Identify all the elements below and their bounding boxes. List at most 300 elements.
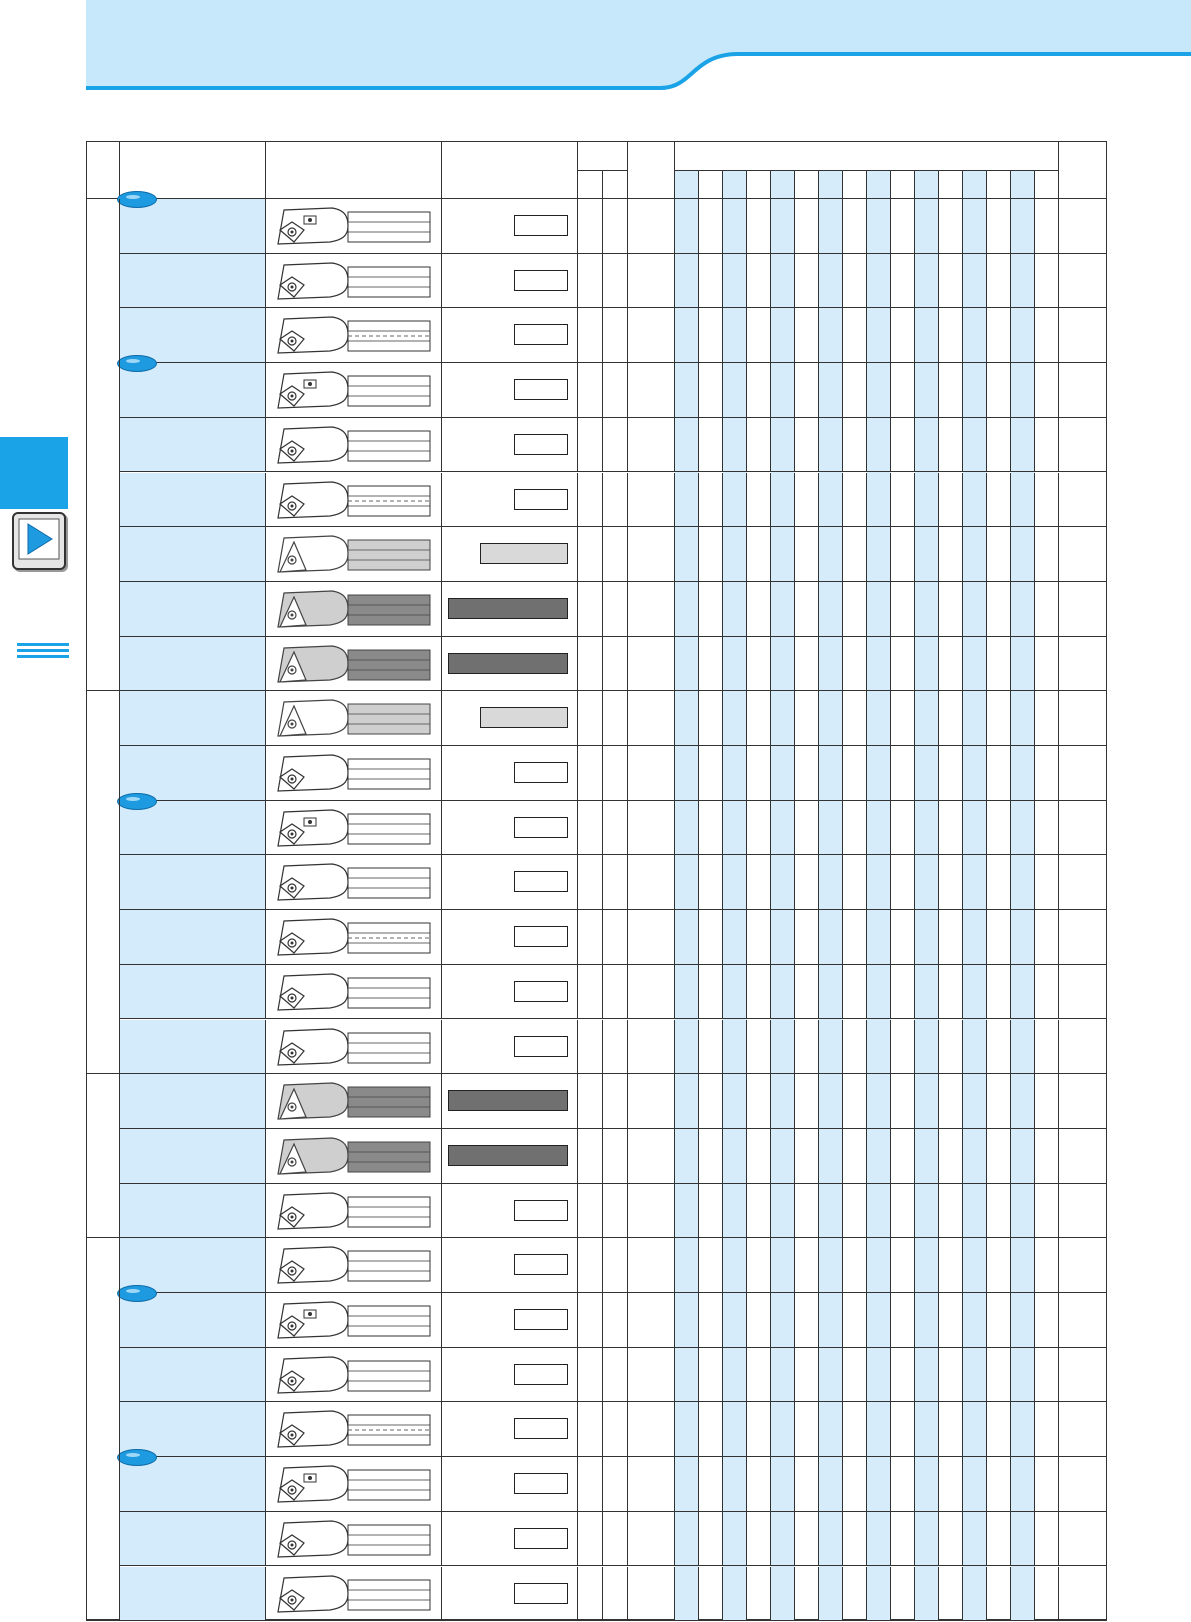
grade-cell[interactable] xyxy=(915,910,939,965)
grade-cell[interactable] xyxy=(1035,527,1059,582)
grade-cell[interactable] xyxy=(1011,308,1035,363)
grade-cell[interactable] xyxy=(987,965,1011,1020)
grade-cell[interactable] xyxy=(675,965,699,1020)
grade-cell[interactable] xyxy=(1035,1567,1059,1622)
grade-cell[interactable] xyxy=(771,582,795,637)
grade-cell[interactable] xyxy=(915,691,939,746)
grade-cell[interactable] xyxy=(843,1512,867,1567)
grade-cell[interactable] xyxy=(1035,1238,1059,1293)
grade-cell[interactable] xyxy=(867,1074,891,1129)
grade-cell[interactable] xyxy=(963,1020,987,1075)
grade-cell[interactable] xyxy=(915,1184,939,1239)
grade-cell[interactable] xyxy=(1035,1074,1059,1129)
grade-cell[interactable] xyxy=(675,363,699,418)
grade-cell[interactable] xyxy=(1035,746,1059,801)
grade-cell[interactable] xyxy=(795,965,819,1020)
grade-cell[interactable] xyxy=(1011,363,1035,418)
grade-cell[interactable] xyxy=(795,1184,819,1239)
grade-cell[interactable] xyxy=(867,1348,891,1403)
grade-cell[interactable] xyxy=(819,1129,843,1184)
grade-cell[interactable] xyxy=(1011,1402,1035,1457)
grade-cell[interactable] xyxy=(987,1348,1011,1403)
grade-cell[interactable] xyxy=(915,363,939,418)
grade-cell[interactable] xyxy=(915,1402,939,1457)
grade-cell[interactable] xyxy=(915,1238,939,1293)
grade-cell[interactable] xyxy=(939,1020,963,1075)
grade-cell[interactable] xyxy=(699,1512,723,1567)
grade-cell[interactable] xyxy=(1035,199,1059,254)
grade-cell[interactable] xyxy=(843,746,867,801)
grade-cell[interactable] xyxy=(747,637,771,692)
product-name-cell[interactable] xyxy=(120,691,266,746)
grade-cell[interactable] xyxy=(891,1402,915,1457)
grade-cell[interactable] xyxy=(843,1129,867,1184)
grade-cell[interactable] xyxy=(675,582,699,637)
grade-cell[interactable] xyxy=(819,582,843,637)
grade-cell[interactable] xyxy=(747,1129,771,1184)
product-name-cell[interactable] xyxy=(120,473,266,528)
grade-cell[interactable] xyxy=(795,637,819,692)
grade-cell[interactable] xyxy=(795,473,819,528)
grade-cell[interactable] xyxy=(891,801,915,856)
grade-cell[interactable] xyxy=(771,473,795,528)
grade-cell[interactable] xyxy=(939,855,963,910)
grade-cell[interactable] xyxy=(867,1020,891,1075)
grade-cell[interactable] xyxy=(843,1402,867,1457)
grade-cell[interactable] xyxy=(675,1402,699,1457)
grade-cell[interactable] xyxy=(939,746,963,801)
grade-cell[interactable] xyxy=(939,637,963,692)
grade-cell[interactable] xyxy=(771,199,795,254)
grade-cell[interactable] xyxy=(939,418,963,473)
grade-cell[interactable] xyxy=(675,1074,699,1129)
grade-cell[interactable] xyxy=(1011,910,1035,965)
grade-cell[interactable] xyxy=(1035,1184,1059,1239)
grade-cell[interactable] xyxy=(891,1512,915,1567)
grade-cell[interactable] xyxy=(675,691,699,746)
grade-cell[interactable] xyxy=(987,691,1011,746)
grade-cell[interactable] xyxy=(675,1020,699,1075)
grade-cell[interactable] xyxy=(867,308,891,363)
grade-cell[interactable] xyxy=(1035,1020,1059,1075)
grade-cell[interactable] xyxy=(843,582,867,637)
grade-cell[interactable] xyxy=(771,308,795,363)
grade-cell[interactable] xyxy=(723,637,747,692)
grade-cell[interactable] xyxy=(699,199,723,254)
grade-cell[interactable] xyxy=(699,1184,723,1239)
grade-cell[interactable] xyxy=(939,801,963,856)
grade-cell[interactable] xyxy=(771,965,795,1020)
grade-cell[interactable] xyxy=(795,1457,819,1512)
grade-cell[interactable] xyxy=(747,308,771,363)
grade-cell[interactable] xyxy=(675,1348,699,1403)
grade-cell[interactable] xyxy=(675,746,699,801)
grade-cell[interactable] xyxy=(1011,637,1035,692)
grade-cell[interactable] xyxy=(915,1129,939,1184)
grade-cell[interactable] xyxy=(915,746,939,801)
grade-cell[interactable] xyxy=(699,855,723,910)
grade-cell[interactable] xyxy=(891,965,915,1020)
grade-cell[interactable] xyxy=(867,418,891,473)
grade-cell[interactable] xyxy=(867,527,891,582)
grade-cell[interactable] xyxy=(987,637,1011,692)
grade-cell[interactable] xyxy=(987,1074,1011,1129)
grade-cell[interactable] xyxy=(987,1184,1011,1239)
grade-cell[interactable] xyxy=(939,363,963,418)
grade-cell[interactable] xyxy=(1035,1348,1059,1403)
grade-cell[interactable] xyxy=(867,801,891,856)
product-name-cell[interactable] xyxy=(120,637,266,692)
grade-cell[interactable] xyxy=(699,1129,723,1184)
grade-cell[interactable] xyxy=(795,1074,819,1129)
grade-cell[interactable] xyxy=(699,582,723,637)
grade-cell[interactable] xyxy=(891,637,915,692)
grade-cell[interactable] xyxy=(1035,1512,1059,1567)
grade-cell[interactable] xyxy=(747,1348,771,1403)
grade-cell[interactable] xyxy=(1011,1129,1035,1184)
grade-cell[interactable] xyxy=(1035,254,1059,309)
grade-cell[interactable] xyxy=(675,637,699,692)
grade-cell[interactable] xyxy=(723,1512,747,1567)
grade-cell[interactable] xyxy=(771,1457,795,1512)
grade-cell[interactable] xyxy=(771,527,795,582)
grade-cell[interactable] xyxy=(1035,1402,1059,1457)
grade-cell[interactable] xyxy=(1011,418,1035,473)
grade-cell[interactable] xyxy=(915,1293,939,1348)
grade-cell[interactable] xyxy=(987,363,1011,418)
grade-cell[interactable] xyxy=(747,473,771,528)
grade-cell[interactable] xyxy=(771,746,795,801)
grade-cell[interactable] xyxy=(1011,527,1035,582)
grade-cell[interactable] xyxy=(771,1129,795,1184)
grade-cell[interactable] xyxy=(819,199,843,254)
product-name-cell[interactable] xyxy=(120,418,266,473)
grade-cell[interactable] xyxy=(867,1293,891,1348)
grade-cell[interactable] xyxy=(771,418,795,473)
grade-cell[interactable] xyxy=(819,473,843,528)
product-name-cell[interactable] xyxy=(120,1512,266,1567)
grade-cell[interactable] xyxy=(939,199,963,254)
grade-cell[interactable] xyxy=(795,363,819,418)
grade-cell[interactable] xyxy=(867,363,891,418)
grade-cell[interactable] xyxy=(843,473,867,528)
grade-cell[interactable] xyxy=(987,308,1011,363)
grade-cell[interactable] xyxy=(723,1457,747,1512)
grade-cell[interactable] xyxy=(939,473,963,528)
grade-cell[interactable] xyxy=(819,965,843,1020)
grade-cell[interactable] xyxy=(939,1402,963,1457)
grade-cell[interactable] xyxy=(699,1457,723,1512)
grade-cell[interactable] xyxy=(795,855,819,910)
grade-cell[interactable] xyxy=(891,1567,915,1622)
grade-cell[interactable] xyxy=(1011,1567,1035,1622)
grade-cell[interactable] xyxy=(675,1184,699,1239)
grade-cell[interactable] xyxy=(675,801,699,856)
grade-cell[interactable] xyxy=(843,965,867,1020)
grade-cell[interactable] xyxy=(699,363,723,418)
grade-cell[interactable] xyxy=(915,308,939,363)
grade-cell[interactable] xyxy=(795,199,819,254)
grade-cell[interactable] xyxy=(771,363,795,418)
grade-cell[interactable] xyxy=(699,965,723,1020)
grade-cell[interactable] xyxy=(987,855,1011,910)
grade-cell[interactable] xyxy=(987,418,1011,473)
grade-cell[interactable] xyxy=(723,746,747,801)
grade-cell[interactable] xyxy=(819,1293,843,1348)
grade-cell[interactable] xyxy=(723,308,747,363)
grade-cell[interactable] xyxy=(987,473,1011,528)
grade-cell[interactable] xyxy=(939,965,963,1020)
grade-cell[interactable] xyxy=(987,746,1011,801)
grade-cell[interactable] xyxy=(843,801,867,856)
grade-cell[interactable] xyxy=(699,527,723,582)
grade-cell[interactable] xyxy=(819,1512,843,1567)
grade-cell[interactable] xyxy=(675,473,699,528)
grade-cell[interactable] xyxy=(915,1512,939,1567)
grade-cell[interactable] xyxy=(723,691,747,746)
grade-cell[interactable] xyxy=(963,582,987,637)
grade-cell[interactable] xyxy=(963,1457,987,1512)
grade-cell[interactable] xyxy=(867,746,891,801)
grade-cell[interactable] xyxy=(819,418,843,473)
grade-cell[interactable] xyxy=(795,418,819,473)
grade-cell[interactable] xyxy=(891,1074,915,1129)
product-name-cell[interactable] xyxy=(120,1074,266,1129)
grade-cell[interactable] xyxy=(675,1293,699,1348)
grade-cell[interactable] xyxy=(963,418,987,473)
grade-cell[interactable] xyxy=(987,254,1011,309)
grade-cell[interactable] xyxy=(675,308,699,363)
product-name-cell[interactable] xyxy=(120,582,266,637)
grade-cell[interactable] xyxy=(987,1020,1011,1075)
grade-cell[interactable] xyxy=(1035,582,1059,637)
grade-cell[interactable] xyxy=(963,1238,987,1293)
grade-cell[interactable] xyxy=(795,1348,819,1403)
product-name-cell[interactable] xyxy=(120,855,266,910)
grade-cell[interactable] xyxy=(795,308,819,363)
grade-cell[interactable] xyxy=(699,1348,723,1403)
grade-cell[interactable] xyxy=(939,254,963,309)
grade-cell[interactable] xyxy=(867,1567,891,1622)
grade-cell[interactable] xyxy=(891,910,915,965)
grade-cell[interactable] xyxy=(675,1457,699,1512)
grade-cell[interactable] xyxy=(963,855,987,910)
grade-cell[interactable] xyxy=(1011,1457,1035,1512)
grade-cell[interactable] xyxy=(867,691,891,746)
grade-cell[interactable] xyxy=(699,1238,723,1293)
grade-cell[interactable] xyxy=(747,1512,771,1567)
grade-cell[interactable] xyxy=(963,473,987,528)
grade-cell[interactable] xyxy=(939,1074,963,1129)
grade-cell[interactable] xyxy=(747,1293,771,1348)
grade-cell[interactable] xyxy=(1011,1184,1035,1239)
grade-cell[interactable] xyxy=(699,254,723,309)
product-name-cell[interactable] xyxy=(120,1020,266,1075)
grade-cell[interactable] xyxy=(699,691,723,746)
grade-cell[interactable] xyxy=(771,1184,795,1239)
grade-cell[interactable] xyxy=(891,1020,915,1075)
grade-cell[interactable] xyxy=(843,1020,867,1075)
product-name-cell[interactable] xyxy=(120,1184,266,1239)
grade-cell[interactable] xyxy=(723,1184,747,1239)
grade-cell[interactable] xyxy=(819,855,843,910)
grade-cell[interactable] xyxy=(963,308,987,363)
product-name-cell[interactable] xyxy=(120,363,266,418)
grade-cell[interactable] xyxy=(939,1184,963,1239)
grade-cell[interactable] xyxy=(819,801,843,856)
grade-cell[interactable] xyxy=(675,1512,699,1567)
grade-cell[interactable] xyxy=(843,1238,867,1293)
grade-cell[interactable] xyxy=(1011,801,1035,856)
grade-cell[interactable] xyxy=(723,1238,747,1293)
grade-cell[interactable] xyxy=(747,363,771,418)
grade-cell[interactable] xyxy=(987,1293,1011,1348)
grade-cell[interactable] xyxy=(843,254,867,309)
grade-cell[interactable] xyxy=(939,910,963,965)
grade-cell[interactable] xyxy=(867,473,891,528)
grade-cell[interactable] xyxy=(795,1402,819,1457)
grade-cell[interactable] xyxy=(699,637,723,692)
grade-cell[interactable] xyxy=(915,1074,939,1129)
grade-cell[interactable] xyxy=(891,1238,915,1293)
grade-cell[interactable] xyxy=(699,1020,723,1075)
grade-cell[interactable] xyxy=(939,1348,963,1403)
product-name-cell[interactable] xyxy=(120,801,266,856)
grade-cell[interactable] xyxy=(987,910,1011,965)
grade-cell[interactable] xyxy=(747,910,771,965)
grade-cell[interactable] xyxy=(747,965,771,1020)
grade-cell[interactable] xyxy=(843,527,867,582)
product-name-cell[interactable] xyxy=(120,1348,266,1403)
grade-cell[interactable] xyxy=(963,1567,987,1622)
grade-cell[interactable] xyxy=(771,1020,795,1075)
grade-cell[interactable] xyxy=(699,308,723,363)
play-button[interactable] xyxy=(12,512,66,570)
grade-cell[interactable] xyxy=(795,1512,819,1567)
grade-cell[interactable] xyxy=(675,418,699,473)
grade-cell[interactable] xyxy=(963,910,987,965)
grade-cell[interactable] xyxy=(723,1567,747,1622)
grade-cell[interactable] xyxy=(675,254,699,309)
grade-cell[interactable] xyxy=(795,1567,819,1622)
grade-cell[interactable] xyxy=(675,910,699,965)
grade-cell[interactable] xyxy=(819,637,843,692)
grade-cell[interactable] xyxy=(723,910,747,965)
grade-cell[interactable] xyxy=(939,1293,963,1348)
grade-cell[interactable] xyxy=(987,527,1011,582)
grade-cell[interactable] xyxy=(891,308,915,363)
grade-cell[interactable] xyxy=(699,1567,723,1622)
grade-cell[interactable] xyxy=(699,910,723,965)
grade-cell[interactable] xyxy=(699,801,723,856)
grade-cell[interactable] xyxy=(675,1129,699,1184)
grade-cell[interactable] xyxy=(891,254,915,309)
grade-cell[interactable] xyxy=(747,855,771,910)
grade-cell[interactable] xyxy=(867,1238,891,1293)
grade-cell[interactable] xyxy=(723,965,747,1020)
grade-cell[interactable] xyxy=(747,1238,771,1293)
grade-cell[interactable] xyxy=(1035,801,1059,856)
grade-cell[interactable] xyxy=(699,473,723,528)
grade-cell[interactable] xyxy=(915,1020,939,1075)
grade-cell[interactable] xyxy=(867,254,891,309)
grade-cell[interactable] xyxy=(1035,1457,1059,1512)
grade-cell[interactable] xyxy=(1035,1293,1059,1348)
grade-cell[interactable] xyxy=(891,746,915,801)
grade-cell[interactable] xyxy=(891,582,915,637)
grade-cell[interactable] xyxy=(891,1293,915,1348)
grade-cell[interactable] xyxy=(867,582,891,637)
grade-cell[interactable] xyxy=(795,1129,819,1184)
grade-cell[interactable] xyxy=(939,1567,963,1622)
grade-cell[interactable] xyxy=(843,855,867,910)
grade-cell[interactable] xyxy=(843,418,867,473)
grade-cell[interactable] xyxy=(675,1238,699,1293)
grade-cell[interactable] xyxy=(795,1020,819,1075)
grade-cell[interactable] xyxy=(675,199,699,254)
grade-cell[interactable] xyxy=(915,637,939,692)
grade-cell[interactable] xyxy=(723,363,747,418)
grade-cell[interactable] xyxy=(723,473,747,528)
grade-cell[interactable] xyxy=(723,1074,747,1129)
grade-cell[interactable] xyxy=(963,363,987,418)
grade-cell[interactable] xyxy=(1011,691,1035,746)
grade-cell[interactable] xyxy=(723,418,747,473)
grade-cell[interactable] xyxy=(795,1293,819,1348)
grade-cell[interactable] xyxy=(723,1129,747,1184)
grade-cell[interactable] xyxy=(819,1074,843,1129)
grade-cell[interactable] xyxy=(987,1129,1011,1184)
grade-cell[interactable] xyxy=(771,1238,795,1293)
grade-cell[interactable] xyxy=(819,1238,843,1293)
grade-cell[interactable] xyxy=(867,855,891,910)
grade-cell[interactable] xyxy=(963,691,987,746)
grade-cell[interactable] xyxy=(771,910,795,965)
grade-cell[interactable] xyxy=(963,1293,987,1348)
grade-cell[interactable] xyxy=(867,1457,891,1512)
grade-cell[interactable] xyxy=(1011,582,1035,637)
grade-cell[interactable] xyxy=(771,1567,795,1622)
grade-cell[interactable] xyxy=(1035,691,1059,746)
grade-cell[interactable] xyxy=(891,199,915,254)
grade-cell[interactable] xyxy=(891,1184,915,1239)
grade-cell[interactable] xyxy=(723,855,747,910)
grade-cell[interactable] xyxy=(1035,363,1059,418)
grade-cell[interactable] xyxy=(771,637,795,692)
grade-cell[interactable] xyxy=(747,199,771,254)
grade-cell[interactable] xyxy=(963,746,987,801)
grade-cell[interactable] xyxy=(939,308,963,363)
product-name-cell[interactable] xyxy=(120,1567,266,1622)
grade-cell[interactable] xyxy=(1011,1348,1035,1403)
grade-cell[interactable] xyxy=(915,801,939,856)
grade-cell[interactable] xyxy=(867,1402,891,1457)
grade-cell[interactable] xyxy=(795,1238,819,1293)
grade-cell[interactable] xyxy=(723,254,747,309)
grade-cell[interactable] xyxy=(723,801,747,856)
grade-cell[interactable] xyxy=(891,363,915,418)
grade-cell[interactable] xyxy=(1011,254,1035,309)
grade-cell[interactable] xyxy=(843,1457,867,1512)
grade-cell[interactable] xyxy=(915,418,939,473)
grade-cell[interactable] xyxy=(747,1457,771,1512)
grade-cell[interactable] xyxy=(819,910,843,965)
grade-cell[interactable] xyxy=(819,254,843,309)
grade-cell[interactable] xyxy=(843,363,867,418)
grade-cell[interactable] xyxy=(1035,418,1059,473)
grade-cell[interactable] xyxy=(1011,746,1035,801)
grade-cell[interactable] xyxy=(747,801,771,856)
